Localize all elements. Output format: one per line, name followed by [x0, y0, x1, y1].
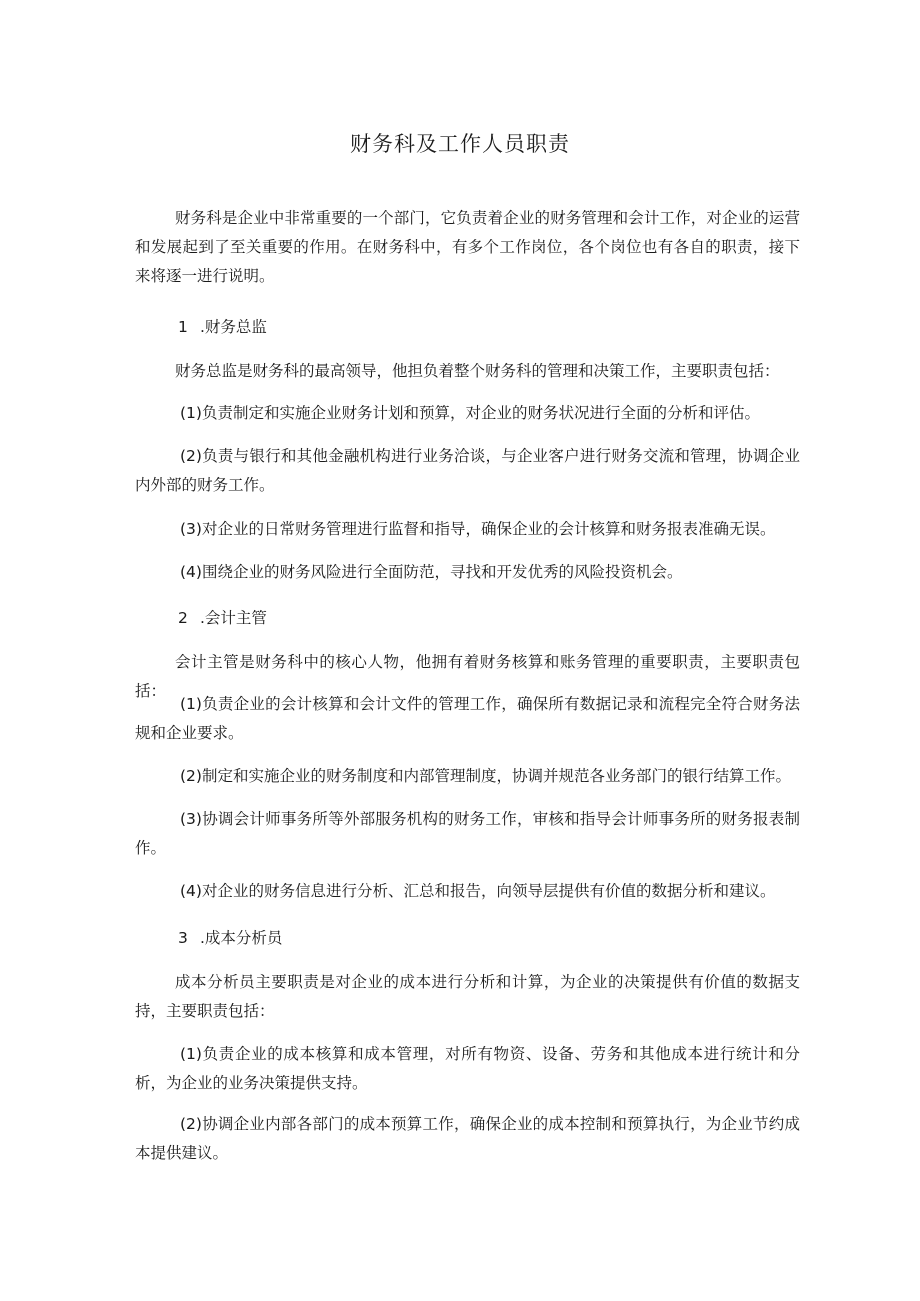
- section-number: 2: [178, 609, 188, 627]
- list-item: (1)负责企业的会计核算和会计文件的管理工作，确保所有数据记录和流程完全符合财务法规和企业要求。: [135, 695, 800, 742]
- list-item: (2)协调企业内部各部门的成本预算工作，确保企业的成本控制和预算执行，为企业节约成本提供建议。: [135, 1115, 800, 1162]
- list-item: (1)负责企业的成本核算和成本管理，对所有物资、设备、劳务和其他成本进行统计和分析，为企业的业务决策提供支持。: [135, 1045, 800, 1092]
- section-number: 3: [178, 929, 188, 947]
- list-item: (2)制定和实施企业的财务制度和内部管理制度，协调并规范各业务部门的银行结算工作。: [180, 767, 791, 785]
- list-item: (3)协调会计师事务所等外部服务机构的财务工作，审核和指导会计师事务所的财务报表制作。: [135, 810, 800, 857]
- intro-paragraph: 财务科是企业中非常重要的一个部门，它负责着企业的财务管理和会计工作，对企业的运营和发展起到了至关重要的作用。在财务科中，有多个工作岗位，各个岗位也有各自的职责，接下来将逐一进行说明。: [135, 209, 800, 285]
- section-heading: [178, 924, 282, 953]
- list-item: (4)围绕企业的财务风险进行全面防范，寻找和开发优秀的风险投资机会。: [180, 563, 683, 581]
- section-number: 1: [178, 318, 188, 336]
- section-lead: 成本分析员主要职责是对企业的成本进行分析和计算，为企业的决策提供有价值的数据支持，主要职责包括：: [135, 973, 800, 1020]
- list-item: (4)对企业的财务信息进行分析、汇总和报告，向领导层提供有价值的数据分析和建议。: [180, 882, 776, 900]
- section-heading: [178, 604, 267, 633]
- document-title: 财务科及工作人员职责: [350, 132, 570, 156]
- list-item: (2)负责与银行和其他金融机构进行业务洽谈，与企业客户进行财务交流和管理，协调企业内外部的财务工作。: [135, 447, 800, 494]
- list-item: (3)对企业的日常财务管理进行监督和指导，确保企业的会计核算和财务报表准确无误。: [180, 520, 776, 538]
- section-lead: 会计主管是财务科中的核心人物，他拥有着财务核算和账务管理的重要职责，主要职责包括：: [135, 653, 800, 700]
- section-title: .成本分析员: [200, 929, 283, 947]
- section-heading: [178, 313, 267, 342]
- list-item: (1)负责制定和实施企业财务计划和预算，对企业的财务状况进行全面的分析和评估。: [180, 404, 760, 422]
- section-lead: 财务总监是财务科的最高领导，他担负着整个财务科的管理和决策工作，主要职责包括：: [175, 362, 780, 380]
- section-title: .会计主管: [200, 609, 267, 627]
- section-title: .财务总监: [200, 318, 267, 336]
